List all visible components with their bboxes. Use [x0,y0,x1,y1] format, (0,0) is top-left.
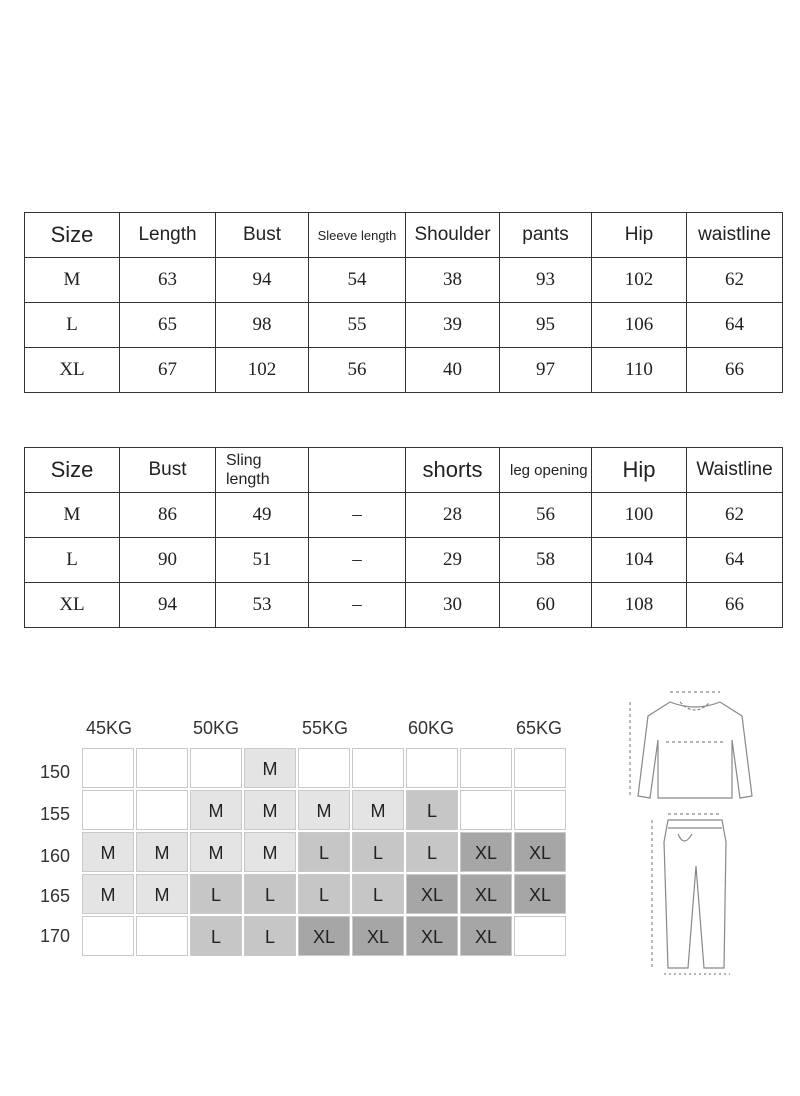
cell-shorts: 30 [406,583,500,628]
height-label: 160 [40,846,71,866]
header-waistline: waistline [687,213,783,258]
grid-cell: XL [352,916,404,956]
cell-bust: 102 [216,348,309,393]
table-row [25,348,783,393]
header-hip: Hip [592,213,687,258]
grid-cell [514,790,566,830]
cell-waistline: 64 [687,303,783,348]
cell-bust: 94 [120,583,216,628]
weight-label: 65KG [516,718,563,738]
cell-waistline: 66 [687,348,783,393]
cell-pants: 95 [500,303,592,348]
grid-cell: XL [406,916,458,956]
grid-cell [298,748,350,788]
cell-hip: 108 [592,583,687,628]
grid-cell: M [244,790,296,830]
header-empty [309,448,406,493]
grid-cell [82,748,134,788]
grid-cell [82,790,134,830]
cell-length: 65 [120,303,216,348]
grid-cell: XL [406,874,458,914]
cell-shoulder: 40 [406,348,500,393]
cell-leg-opening: 56 [500,493,592,538]
cell-size: L [25,303,120,348]
cell-dash: – [309,538,406,583]
cell-length: 67 [120,348,216,393]
header-leg-opening: leg opening [500,448,592,493]
cell-hip: 104 [592,538,687,583]
size-table-top-pants [24,212,783,393]
grid-cell: XL [514,874,566,914]
grid-cell: M [82,874,134,914]
table-row [25,538,783,583]
table-row [25,303,783,348]
cell-bust: 90 [120,538,216,583]
weight-label: 45KG [86,718,133,738]
cell-hip: 110 [592,348,687,393]
grid-cell: M [190,790,242,830]
sweater-icon [630,692,752,798]
height-label: 170 [40,926,71,946]
header-bust: Bust [120,448,216,493]
height-label: 155 [40,804,71,824]
grid-cell: L [244,916,296,956]
cell-shoulder: 39 [406,303,500,348]
cell-size: L [25,538,120,583]
header-bust: Bust [216,213,309,258]
header-length: Length [120,213,216,258]
grid-cell: M [190,832,242,872]
cell-dash: – [309,493,406,538]
weight-label: 55KG [302,718,349,738]
table-row [25,258,783,303]
header-sling-length: Sling length [216,448,309,493]
header-sleeve-length: Sleeve length [309,213,406,258]
cell-hip: 100 [592,493,687,538]
pants-icon [652,814,730,974]
grid-cell: L [352,832,404,872]
grid-cell: L [244,874,296,914]
grid-cell: L [352,874,404,914]
grid-cell: XL [460,832,512,872]
grid-cell: M [352,790,404,830]
height-label: 150 [40,762,71,782]
cell-shorts: 28 [406,493,500,538]
cell-waistline: 62 [687,258,783,303]
weight-label: 60KG [408,718,455,738]
cell-size: XL [25,583,120,628]
cell-shorts: 29 [406,538,500,583]
grid-cell: L [298,874,350,914]
header-size: Size [25,213,120,258]
cell-size: M [25,493,120,538]
size-table-sling-shorts [24,447,783,628]
cell-leg-opening: 60 [500,583,592,628]
size-recommendation-grid [82,748,572,958]
cell-hip: 106 [592,303,687,348]
grid-cell: XL [460,916,512,956]
cell-length: 63 [120,258,216,303]
grid-cell [352,748,404,788]
cell-pants: 97 [500,348,592,393]
weight-label: 50KG [193,718,240,738]
grid-cell [82,916,134,956]
grid-cell [460,748,512,788]
cell-waistline: 64 [687,538,783,583]
cell-dash: – [309,583,406,628]
grid-cell: M [244,832,296,872]
grid-cell: L [298,832,350,872]
weight-labels [0,718,600,746]
cell-sling-length: 49 [216,493,309,538]
cell-sling-length: 51 [216,538,309,583]
grid-cell: L [190,916,242,956]
cell-bust: 86 [120,493,216,538]
cell-sleeve-length: 56 [309,348,406,393]
header-shoulder: Shoulder [406,213,500,258]
grid-cell: XL [460,874,512,914]
cell-sleeve-length: 54 [309,258,406,303]
table-header-row [25,213,783,258]
cell-shoulder: 38 [406,258,500,303]
cell-hip: 102 [592,258,687,303]
grid-cell [136,748,188,788]
header-shorts: shorts [406,448,500,493]
grid-cell [406,748,458,788]
garment-measurement-illustration [620,688,770,978]
cell-waistline: 66 [687,583,783,628]
grid-cell: M [82,832,134,872]
grid-cell: L [406,832,458,872]
grid-cell [136,790,188,830]
header-hip: Hip [592,448,687,493]
height-label: 165 [40,886,71,906]
cell-bust: 94 [216,258,309,303]
grid-cell: M [244,748,296,788]
grid-cell [514,748,566,788]
grid-cell [190,748,242,788]
cell-size: M [25,258,120,303]
grid-cell: M [136,832,188,872]
header-pants: pants [500,213,592,258]
cell-size: XL [25,348,120,393]
cell-sleeve-length: 55 [309,303,406,348]
grid-cell: M [298,790,350,830]
header-size: Size [25,448,120,493]
cell-sling-length: 53 [216,583,309,628]
table-header-row [25,448,783,493]
grid-cell [136,916,188,956]
grid-cell [514,916,566,956]
header-waistline: Waistline [687,448,783,493]
cell-waistline: 62 [687,493,783,538]
grid-cell: L [406,790,458,830]
grid-cell: XL [514,832,566,872]
table-row [25,583,783,628]
grid-cell: M [136,874,188,914]
cell-leg-opening: 58 [500,538,592,583]
grid-cell: XL [298,916,350,956]
cell-pants: 93 [500,258,592,303]
grid-cell [460,790,512,830]
grid-cell: L [190,874,242,914]
table-row [25,493,783,538]
cell-bust: 98 [216,303,309,348]
